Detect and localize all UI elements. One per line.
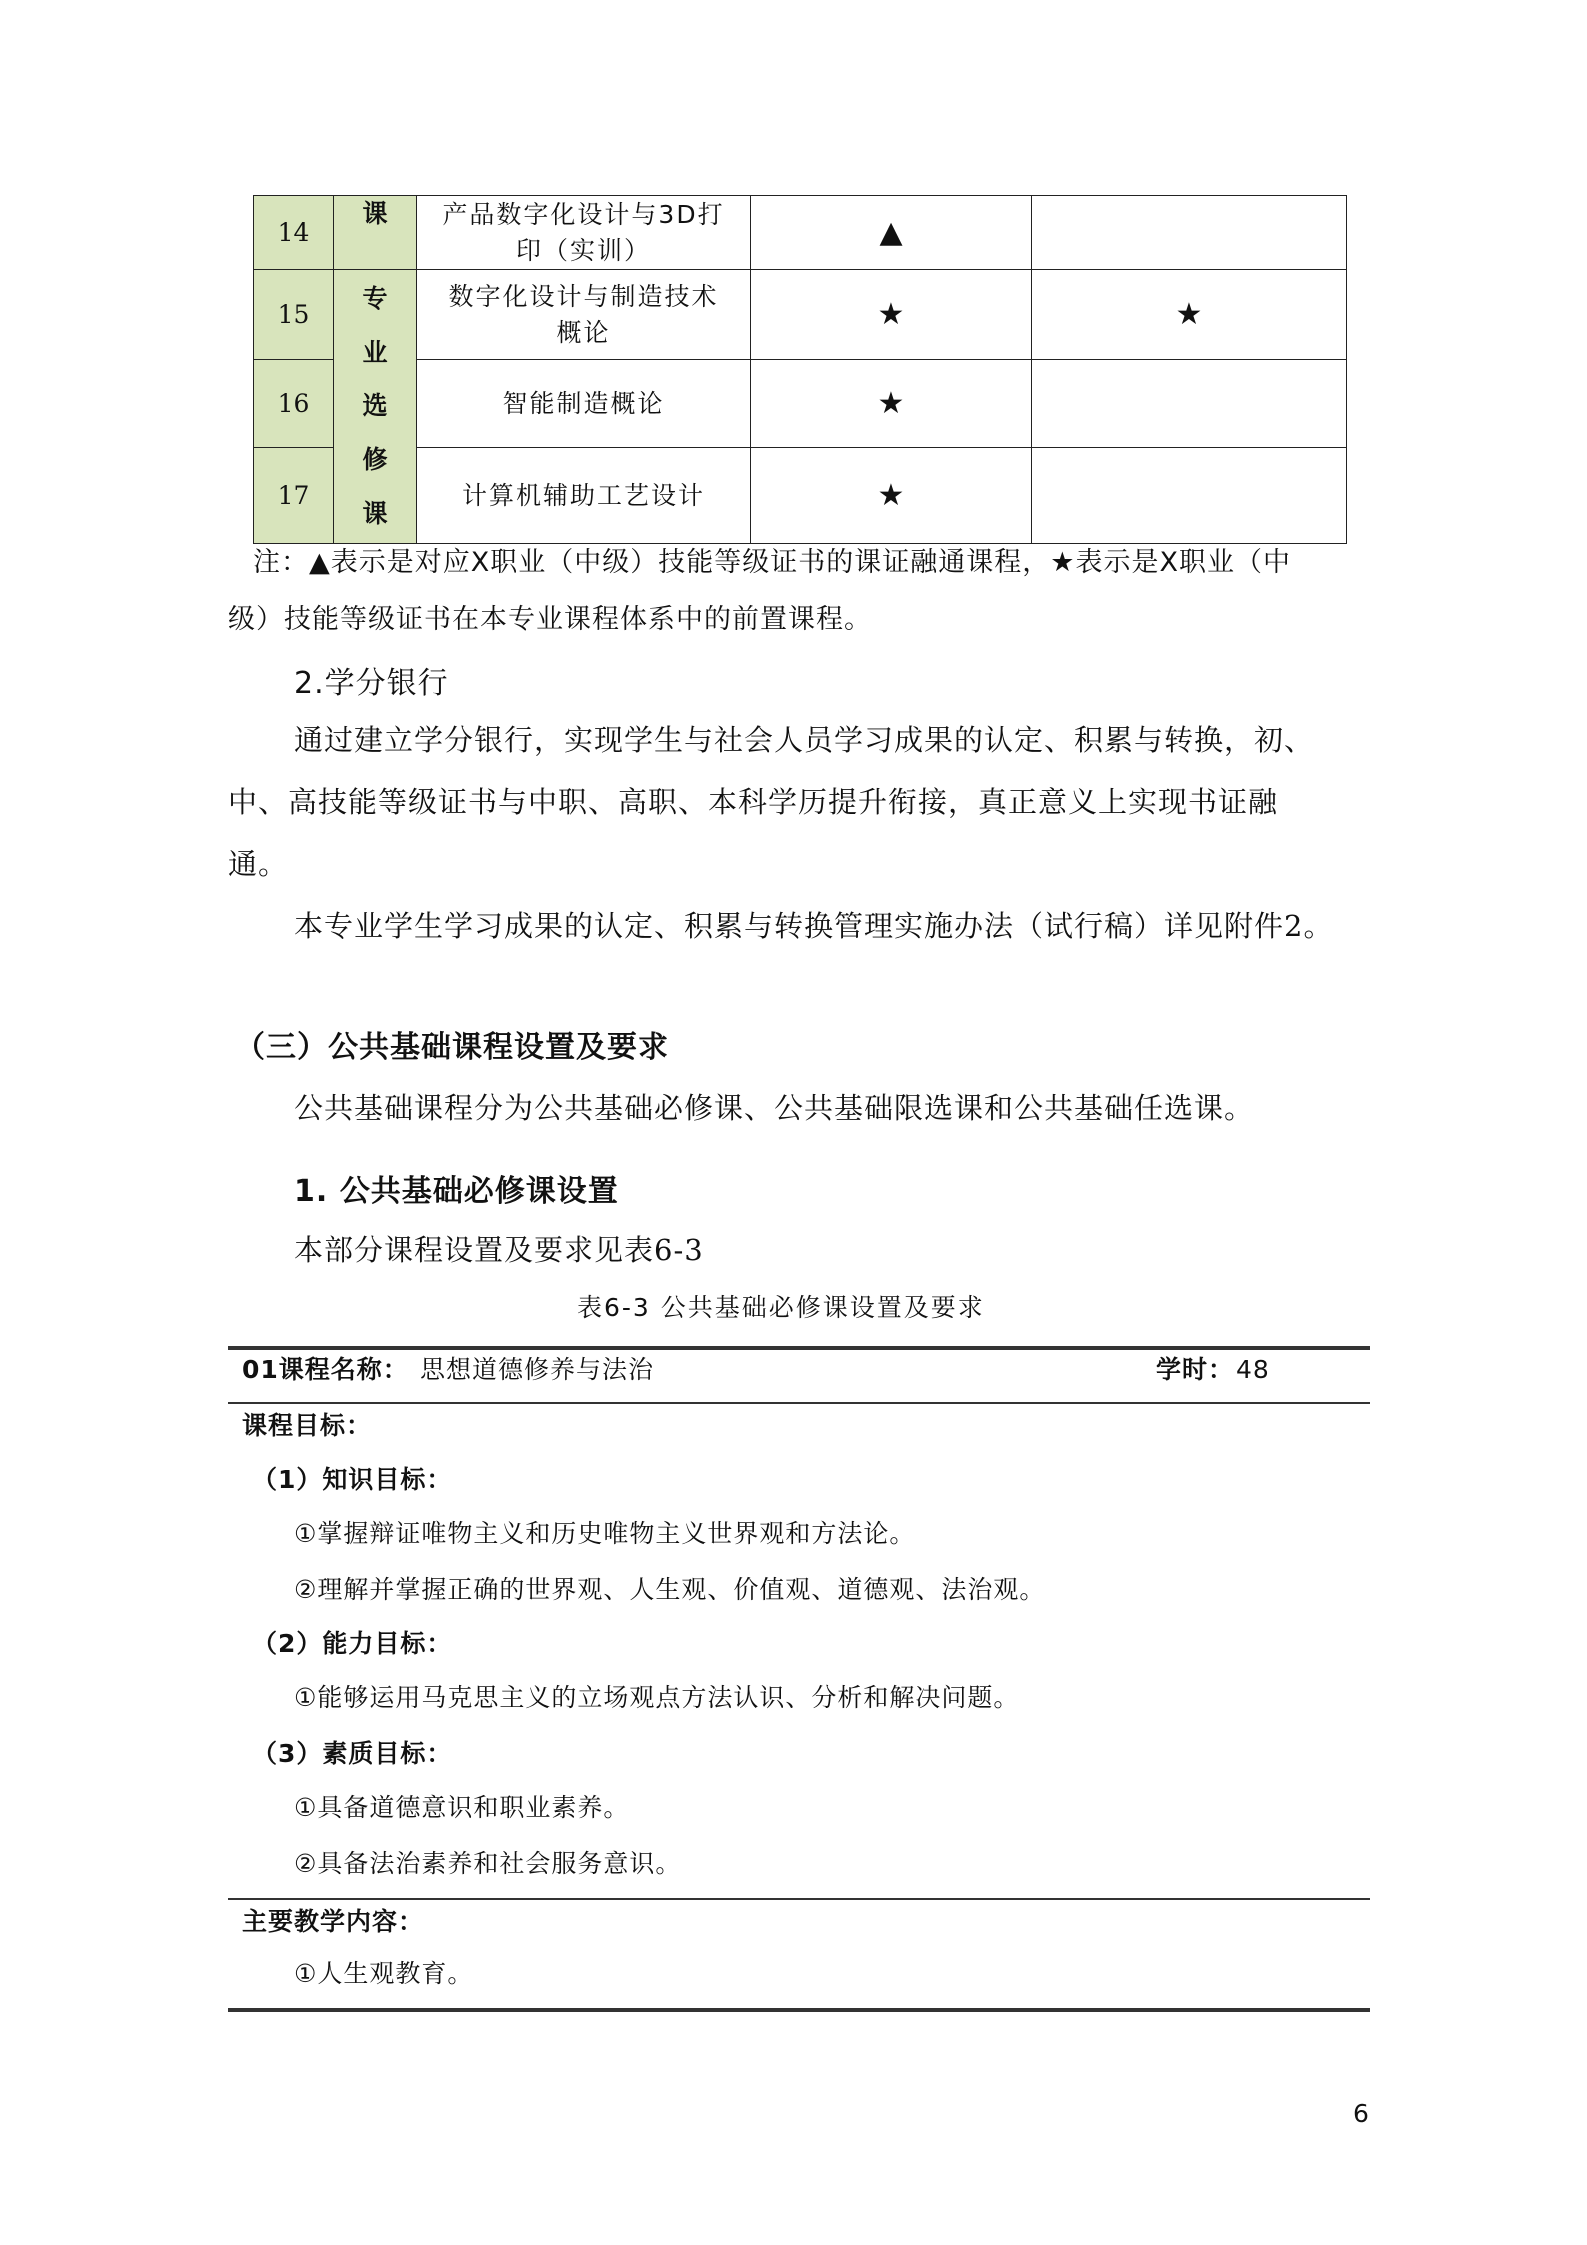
quality-item: ①具备道德意识和职业素养。 [294,1793,630,1822]
mark-cell: ★ [1032,270,1347,360]
knowledge-item: ②理解并掌握正确的世界观、人生观、价值观、道德观、法治观。 [294,1575,1046,1604]
ability-item: ①能够运用马克思主义的立场观点方法认识、分析和解决问题。 [294,1683,1020,1712]
mark-cell: ★ [751,448,1032,544]
course-hours-label: 学时： [1156,1355,1235,1384]
course-name: 智能制造概论 [417,360,751,448]
ability-label: （2）能力目标： [252,1629,453,1658]
content-label: 主要教学内容： [242,1907,425,1936]
course-name-line: 印（实训） [515,235,651,265]
table-top-rule [228,1346,1370,1350]
table-row [254,270,1347,360]
mark-cell: ★ [751,360,1032,448]
category-char: 业 [362,337,388,367]
course-name-line: 产品数字化设计与3D打 [442,199,725,229]
row-rule [228,1402,1370,1404]
paragraph-line: 通。 [228,847,289,881]
table-bottom-rule [228,2008,1370,2012]
subsection-heading: 1. 公共基础必修课设置 [294,1174,619,1209]
quality-label: （3）素质目标： [252,1739,453,1768]
content-item: ①人生观教育。 [294,1959,474,1988]
knowledge-label: （1）知识目标： [252,1465,453,1494]
course-name-line: 数字化设计与制造技术 [448,281,719,311]
category-cell [334,270,417,544]
course-name-value: 思想道德修养与法治 [420,1355,655,1384]
knowledge-item: ①掌握辩证唯物主义和历史唯物主义世界观和方法论。 [294,1519,916,1548]
paragraph-line: 公共基础课程分为公共基础必修课、公共基础限选课和公共基础任选课。 [294,1091,1255,1125]
mark-cell [1032,360,1347,448]
paragraph-line: 中、高技能等级证书与中职、高职、本科学历提升衔接，真正意义上实现书证融 [228,785,1279,819]
row-number: 15 [254,270,334,360]
category-cell [334,196,417,270]
mark-cell [1032,448,1347,544]
row-number: 14 [254,196,334,270]
mark-cell [1032,196,1347,270]
course-name-line: 概论 [556,317,611,347]
section-heading: 2.学分银行 [294,666,449,701]
row-number: 16 [254,360,334,448]
course-name [417,270,751,360]
table-caption: 表6-3 公共基础必修课设置及要求 [577,1293,985,1322]
course-hours-value: 48 [1236,1355,1270,1384]
category-char: 选 [362,391,388,421]
table-row [254,360,1347,448]
row-rule [228,1898,1370,1900]
table-row [254,196,1347,270]
mark-cell: ▲ [751,196,1032,270]
table-row [254,448,1347,544]
table-note-line-1: 注：▲表示是对应X职业（中级）技能等级证书的课证融通课程，★表示是X职业（中 [253,547,1291,578]
table-note-line-2: 级）技能等级证书在本专业课程体系中的前置课程。 [228,604,872,635]
page-number: 6 [1353,2099,1370,2128]
paragraph-line: 本专业学生学习成果的认定、积累与转换管理实施办法（试行稿）详见附件2。 [294,909,1334,943]
category-char: 课 [362,199,388,228]
quality-item: ②具备法治素养和社会服务意识。 [294,1849,682,1878]
paragraph-line: 通过建立学分银行，实现学生与社会人员学习成果的认定、积累与转换，初、 [294,723,1315,757]
category-char: 修 [362,445,388,475]
row-number: 17 [254,448,334,544]
course-name-label: 01课程名称： [242,1355,409,1384]
section-heading: （三）公共基础课程设置及要求 [235,1030,669,1065]
category-char: 课 [362,498,388,528]
goals-label: 课程目标： [242,1411,373,1440]
course-table [253,195,1347,544]
course-name: 计算机辅助工艺设计 [417,448,751,544]
paragraph-line: 本部分课程设置及要求见表6-3 [294,1233,704,1267]
mark-cell: ★ [751,270,1032,360]
course-name [417,196,751,270]
category-char: 专 [362,284,388,314]
